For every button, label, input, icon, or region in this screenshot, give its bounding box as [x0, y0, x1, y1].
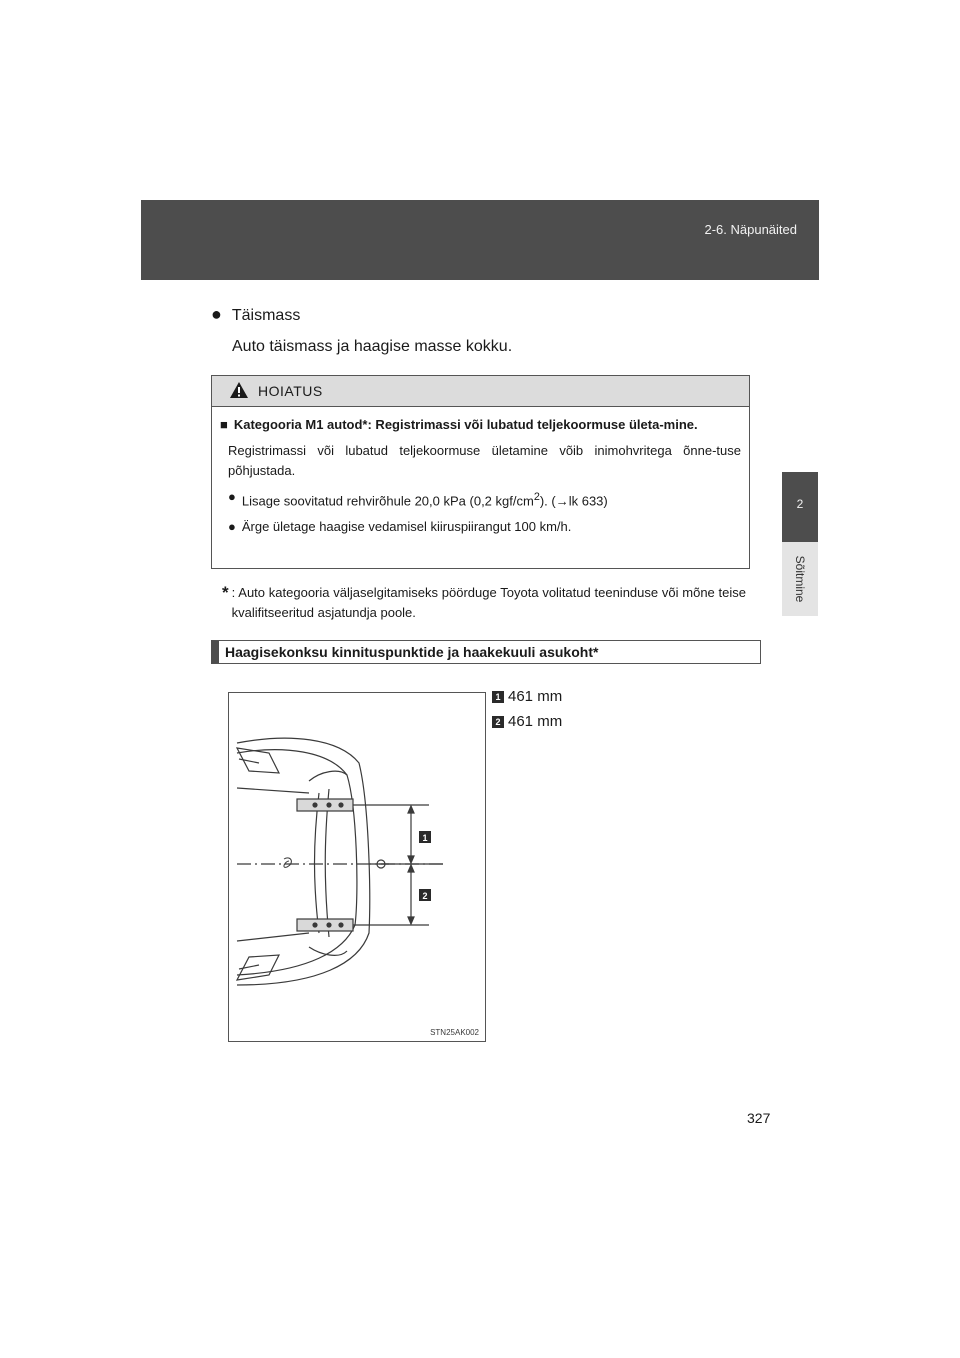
bullet-icon: ●	[211, 304, 222, 324]
footnote	[222, 583, 746, 623]
pressure-unit-superscript: 2	[533, 491, 540, 503]
square-bullet-icon: ■	[220, 417, 228, 432]
chapter-tab-number[interactable]: 2	[782, 472, 818, 542]
warning-header	[212, 376, 749, 407]
footnote-text: : Auto kategooria väljaselgitamiseks pöörduge Toyota volitatud teeninduse või mõne teise kvalifitseeritud asjatundja poole.	[231, 585, 746, 620]
dimension-legend	[492, 688, 562, 738]
hitch-section-heading: Haagisekonksu kinnituspunktide ja haakekuuli asukoht*	[211, 640, 761, 664]
header-band	[141, 200, 819, 280]
legend-badge-1: 1	[492, 691, 504, 703]
legend-value-2: 461 mm	[508, 713, 563, 730]
warning-body	[212, 407, 749, 537]
car-rear-top-view-illustration	[229, 693, 485, 1041]
mass-item	[211, 304, 300, 325]
page-number: 327	[747, 1110, 771, 1126]
bullet-icon: ●	[228, 519, 236, 535]
mass-description: Auto täismass ja haagise masse kokku.	[232, 338, 513, 355]
warning-triangle-icon	[229, 381, 249, 399]
legend-value-1: 461 mm	[508, 688, 563, 705]
warning-heading	[220, 415, 741, 435]
pressure-text: Lisage soovitatud rehvirõhule 20,0 kPa (0,2 kgf/cm	[241, 493, 534, 509]
warning-item-pressure-text	[242, 487, 608, 511]
warning-box	[211, 375, 750, 569]
footnote-asterisk: *	[222, 583, 229, 602]
section-title-header: 2-6. Näpunäited	[704, 222, 797, 237]
chapter-tab-text: Sõitmine	[793, 555, 807, 603]
warning-item-pressure	[228, 487, 741, 511]
legend-badge-2: 2	[492, 716, 504, 728]
warning-paragraph: Registrimassi või lubatud teljekoormuse ületamine võib inimohvritega õnne-tuse põhjustada.	[228, 443, 741, 478]
legend-item	[492, 713, 562, 730]
legend-item	[492, 688, 562, 705]
hitch-location-diagram	[228, 692, 486, 1042]
warning-heading-text: Kategooria M1 autod*: Registrimassi või lubatud teljekoormuse ületa-mine.	[233, 417, 698, 432]
figure-code: STN25AK002	[430, 1028, 479, 1037]
warning-item-speed	[228, 517, 741, 537]
bullet-icon: ●	[228, 489, 236, 504]
page-reference-link[interactable]: ). (→lk 633)	[539, 493, 608, 509]
warning-item-speed-text: Ärge ületage haagise vedamisel kiiruspiirangut 100 km/h.	[241, 519, 572, 535]
mass-title: Täismass	[231, 307, 301, 324]
warning-title: HOIATUS	[258, 383, 323, 399]
chapter-tab-label[interactable]	[782, 542, 818, 616]
diagram-badge-2: 2	[422, 891, 428, 901]
diagram-badge-1: 1	[422, 833, 428, 843]
